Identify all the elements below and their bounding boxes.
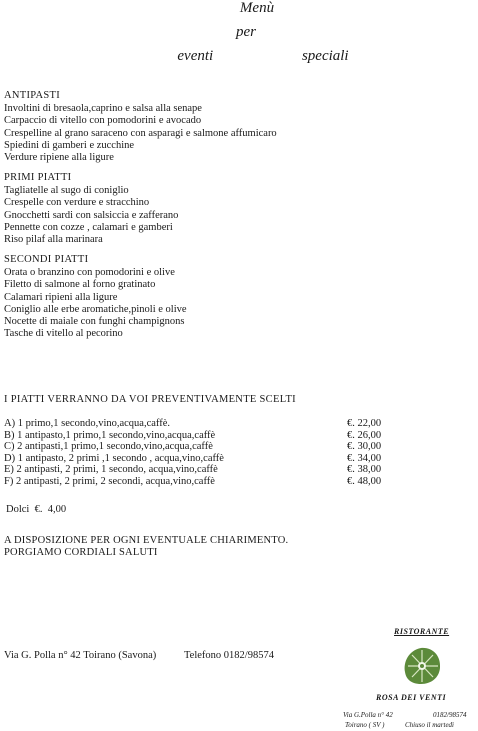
option-row [4,441,404,453]
primi-heading: PRIMI PIATTI [4,172,72,183]
secondi-item: Calamari ripieni alla ligure [4,291,118,303]
price-options [4,418,404,488]
option-price: €. 38,00 [347,464,382,476]
menu-title-eventi-speciali: eventi speciali [177,48,349,64]
option-label: D) 1 antipasto, 2 primi ,1 secondo , acqua,vino,caffè [4,452,224,464]
option-row [4,464,404,476]
secondi-item: Orata o branzino con pomodorini e olive [4,267,175,279]
closing-text [4,535,288,559]
antipasti-section [4,90,277,164]
option-row [4,476,404,488]
option-row [4,430,404,442]
logo-address-line-1: Via G.Polla n° 42 [343,711,393,719]
choice-note: I PIATTI VERRANNO DA VOI PREVENTIVAMENTE SCELTI [4,394,296,405]
footer-address: Via G. Polla n° 42 Toirano (Savona) [4,650,157,661]
antipasti-item: Verdure ripiene alla ligure [4,152,114,164]
primi-item: Crespelle con verdure e stracchino [4,197,150,209]
option-label: C) 2 antipasti,1 primo,1 secondo,vino,acqua,caffè [4,441,213,453]
option-row [4,453,404,465]
primi-item: Gnocchetti sardi con salsiccia e zafferano [4,209,179,221]
option-price: €. 30,00 [347,441,382,453]
secondi-item: Tasche di vitello al pecorino [4,328,123,340]
closing-line-2: PORGIAMO CORDIALI SALUTI [4,547,158,558]
menu-title: Menù [239,0,275,16]
secondi-item: Nocette di maiale con funghi champignons [4,316,185,328]
option-label: F) 2 antipasti, 2 primi, 2 secondi, acqua,vino,caffè [4,475,215,487]
antipasti-item: Crespelline al grano saraceno con asparagi e salmone affumicaro [4,127,277,139]
antipasti-item: Carpaccio di vitello con pomodorini e avocado [4,115,202,127]
logo-phone: 0182/98574 [433,711,467,719]
primi-item: Tagliatelle al sugo di coniglio [4,185,129,197]
logo-address-line-2: Toirano ( SV ) [345,721,385,729]
secondi-item: Coniglio alle erbe aromatiche,pinoli e olive [4,303,187,315]
primi-section [4,172,178,246]
secondi-heading: SECONDI PIATTI [4,254,89,265]
option-label: B) 1 antipasto,1 primo,1 secondo,vino,acqua,caffè [4,429,216,441]
antipasti-heading: ANTIPASTI [4,90,60,101]
antipasti-item: Spiedini di gamberi e zucchine [4,139,135,151]
logo-closed-day: Chiuso il martedì [405,721,455,729]
dolci-price: Dolci €. 4,00 [6,504,67,515]
closing-line-1: A DISPOSIZIONE PER OGNI EVENTUALE CHIARIMENTO. [4,535,289,546]
option-price: €. 48,00 [347,475,382,487]
secondi-section [4,254,187,340]
option-row [4,418,404,430]
option-price: €. 22,00 [347,418,382,429]
option-price: €. 26,00 [347,429,382,441]
option-label: A) 1 primo,1 secondo,vino,acqua,caffè. [4,418,171,429]
option-label: E) 2 antipasti, 2 primi, 1 secondo, acqua,vino,caffè [4,464,218,476]
logo-ristorante-label: RISTORANTE [394,627,450,636]
antipasti-item: Involtini di bresaola,caprino e salsa alla senape [4,103,202,115]
logo-rosa-dei-venti-name: ROSA DEI VENTI [376,693,447,702]
footer-phone: Telefono 0182/98574 [184,650,274,661]
rosa-dei-venti-logo-icon [399,642,445,688]
primi-item: Riso pilaf alla marinara [4,234,103,246]
menu-title-per: per [236,24,256,40]
primi-item: Pennette con cozze , calamari e gamberi [4,221,173,233]
secondi-item: Filetto di salmone al forno gratinato [4,279,156,291]
option-price: €. 34,00 [347,452,382,464]
